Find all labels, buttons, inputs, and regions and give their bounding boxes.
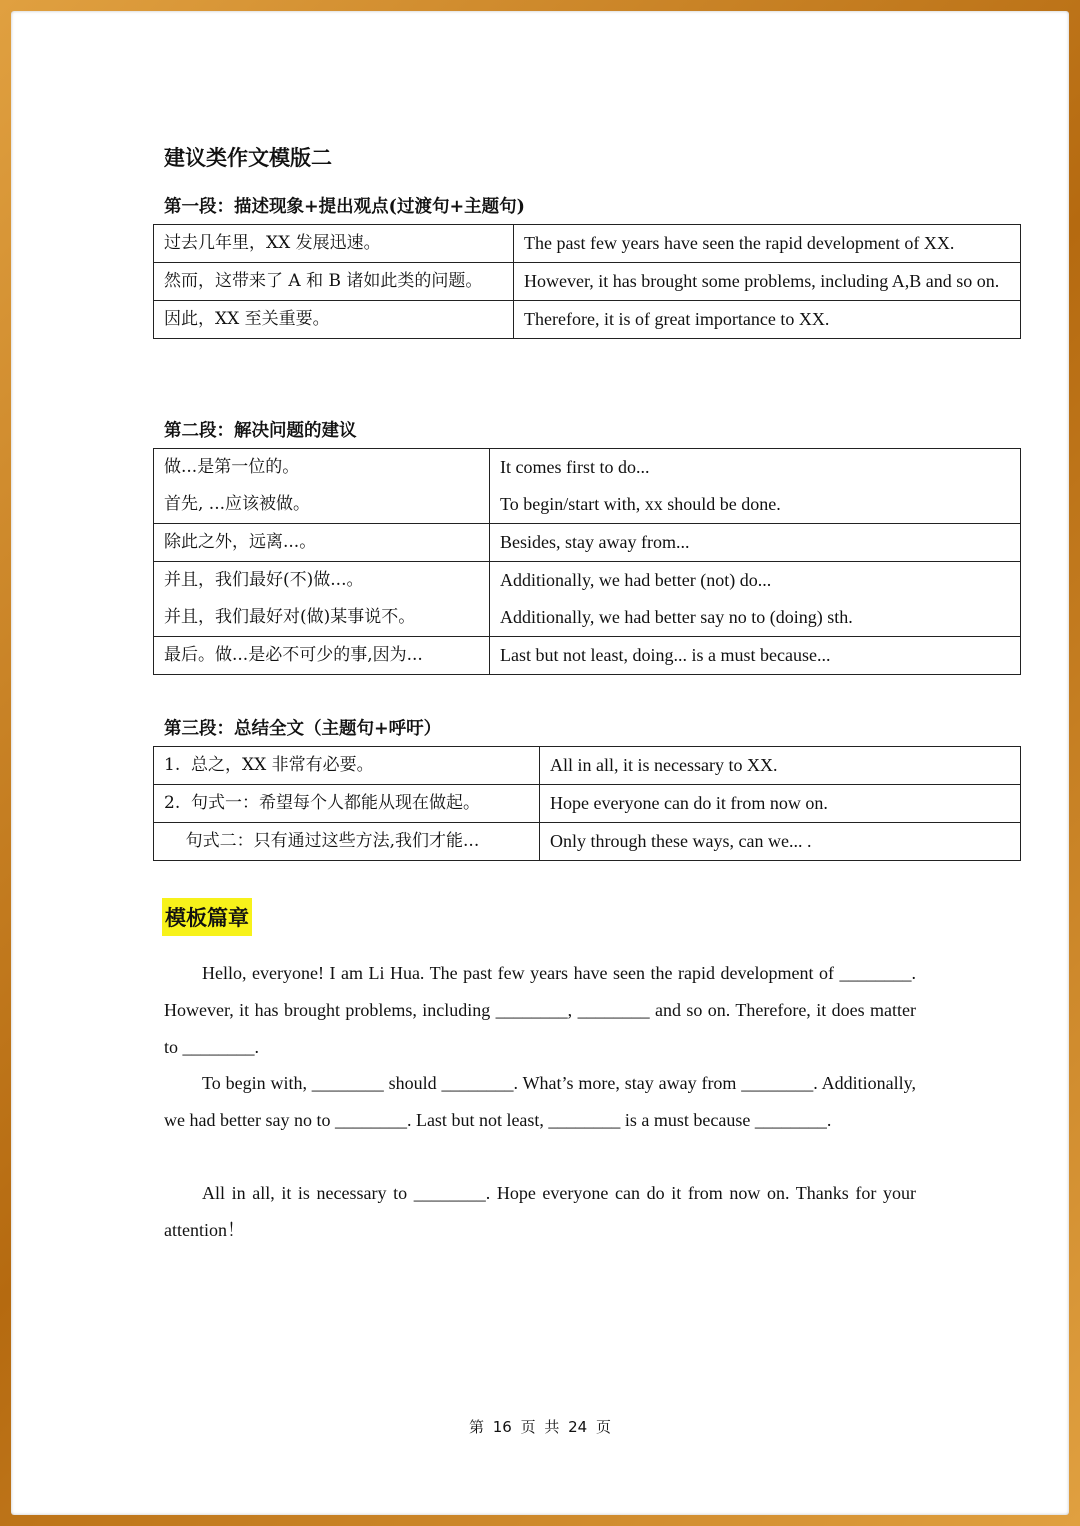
table-row	[154, 823, 1021, 861]
template-paragraph-1	[164, 955, 916, 1066]
zh-cell	[154, 562, 490, 637]
zh-cell: 因此，XX 至关重要。	[154, 301, 514, 339]
template-heading: 模板篇章	[162, 898, 252, 936]
table-row	[154, 263, 1021, 301]
en-cell: Only through these ways, can we... .	[540, 823, 1021, 861]
en-cell: Last but not least, doing... is a must because...	[490, 637, 1021, 675]
zh-line: 首先, ...应该被做。	[164, 494, 311, 514]
zh-cell	[154, 449, 490, 524]
table-row	[154, 524, 1021, 562]
table-row	[154, 785, 1021, 823]
zh-line: 并且，我们最好对(做)某事说不。	[164, 607, 416, 627]
section1-heading: 第一段：描述现象+提出观点(过渡句+主题句)	[164, 197, 525, 217]
template-paragraph-2	[164, 1065, 916, 1139]
zh-cell: 句式二：只有通过这些方法,我们才能...	[154, 823, 540, 861]
en-cell: Hope everyone can do it from now on.	[540, 785, 1021, 823]
en-line: Additionally, we had better say no to (doing) sth.	[500, 607, 853, 627]
table-row	[154, 747, 1021, 785]
table-row	[154, 225, 1021, 263]
en-cell: Therefore, it is of great importance to XX.	[514, 301, 1021, 339]
en-cell	[490, 449, 1021, 524]
en-cell	[490, 562, 1021, 637]
en-line: It comes first to do...	[500, 457, 650, 477]
paragraph-text: Hello, everyone! I am Li Hua. The past few years have seen the rapid development of ________. However, it has brought problems, including ________, ________ and so on. Therefore, it does matter to ________.	[164, 963, 916, 1057]
en-cell: All in all, it is necessary to XX.	[540, 747, 1021, 785]
zh-cell: 除此之外，远离...。	[154, 524, 490, 562]
section3-heading: 第三段：总结全文（主题句+呼吁）	[164, 719, 442, 739]
zh-cell: 1. 总之，XX 非常有必要。	[154, 747, 540, 785]
zh-line: 做...是第一位的。	[164, 457, 300, 477]
document-title: 建议类作文模版二	[164, 145, 332, 170]
table-row	[154, 562, 1021, 637]
section2-heading: 第二段：解决问题的建议	[164, 421, 357, 441]
en-line: Additionally, we had better (not) do...	[500, 570, 772, 590]
en-cell: Besides, stay away from...	[490, 524, 1021, 562]
zh-cell: 然而，这带来了 A 和 B 诸如此类的问题。	[154, 263, 514, 301]
paragraph-text: To begin with, ________ should ________. What’s more, stay away from ________. Additionally, we had better say no to ________. Last but not least, ________ is a must because ________.	[164, 1073, 916, 1130]
en-line: To begin/start with, xx should be done.	[500, 494, 781, 514]
section2-table	[153, 448, 1021, 675]
table-row	[154, 449, 1021, 524]
zh-cell: 2. 句式一：希望每个人都能从现在做起。	[154, 785, 540, 823]
paragraph-text: All in all, it is necessary to ________. Hope everyone can do it from now on. Thanks for your attention！	[164, 1183, 916, 1240]
template-paragraph-3	[164, 1175, 916, 1249]
table-row	[154, 301, 1021, 339]
en-cell: The past few years have seen the rapid development of XX.	[514, 225, 1021, 263]
page-number: 第 16 页 共 24 页	[468, 1418, 611, 1436]
zh-cell: 过去几年里，XX 发展迅速。	[154, 225, 514, 263]
zh-line: 并且，我们最好(不)做...。	[164, 570, 364, 590]
section1-table	[153, 224, 1021, 339]
en-cell: However, it has brought some problems, including A,B and so on.	[514, 263, 1021, 301]
zh-cell: 最后。做...是必不可少的事,因为...	[154, 637, 490, 675]
section3-table	[153, 746, 1021, 861]
table-row	[154, 637, 1021, 675]
